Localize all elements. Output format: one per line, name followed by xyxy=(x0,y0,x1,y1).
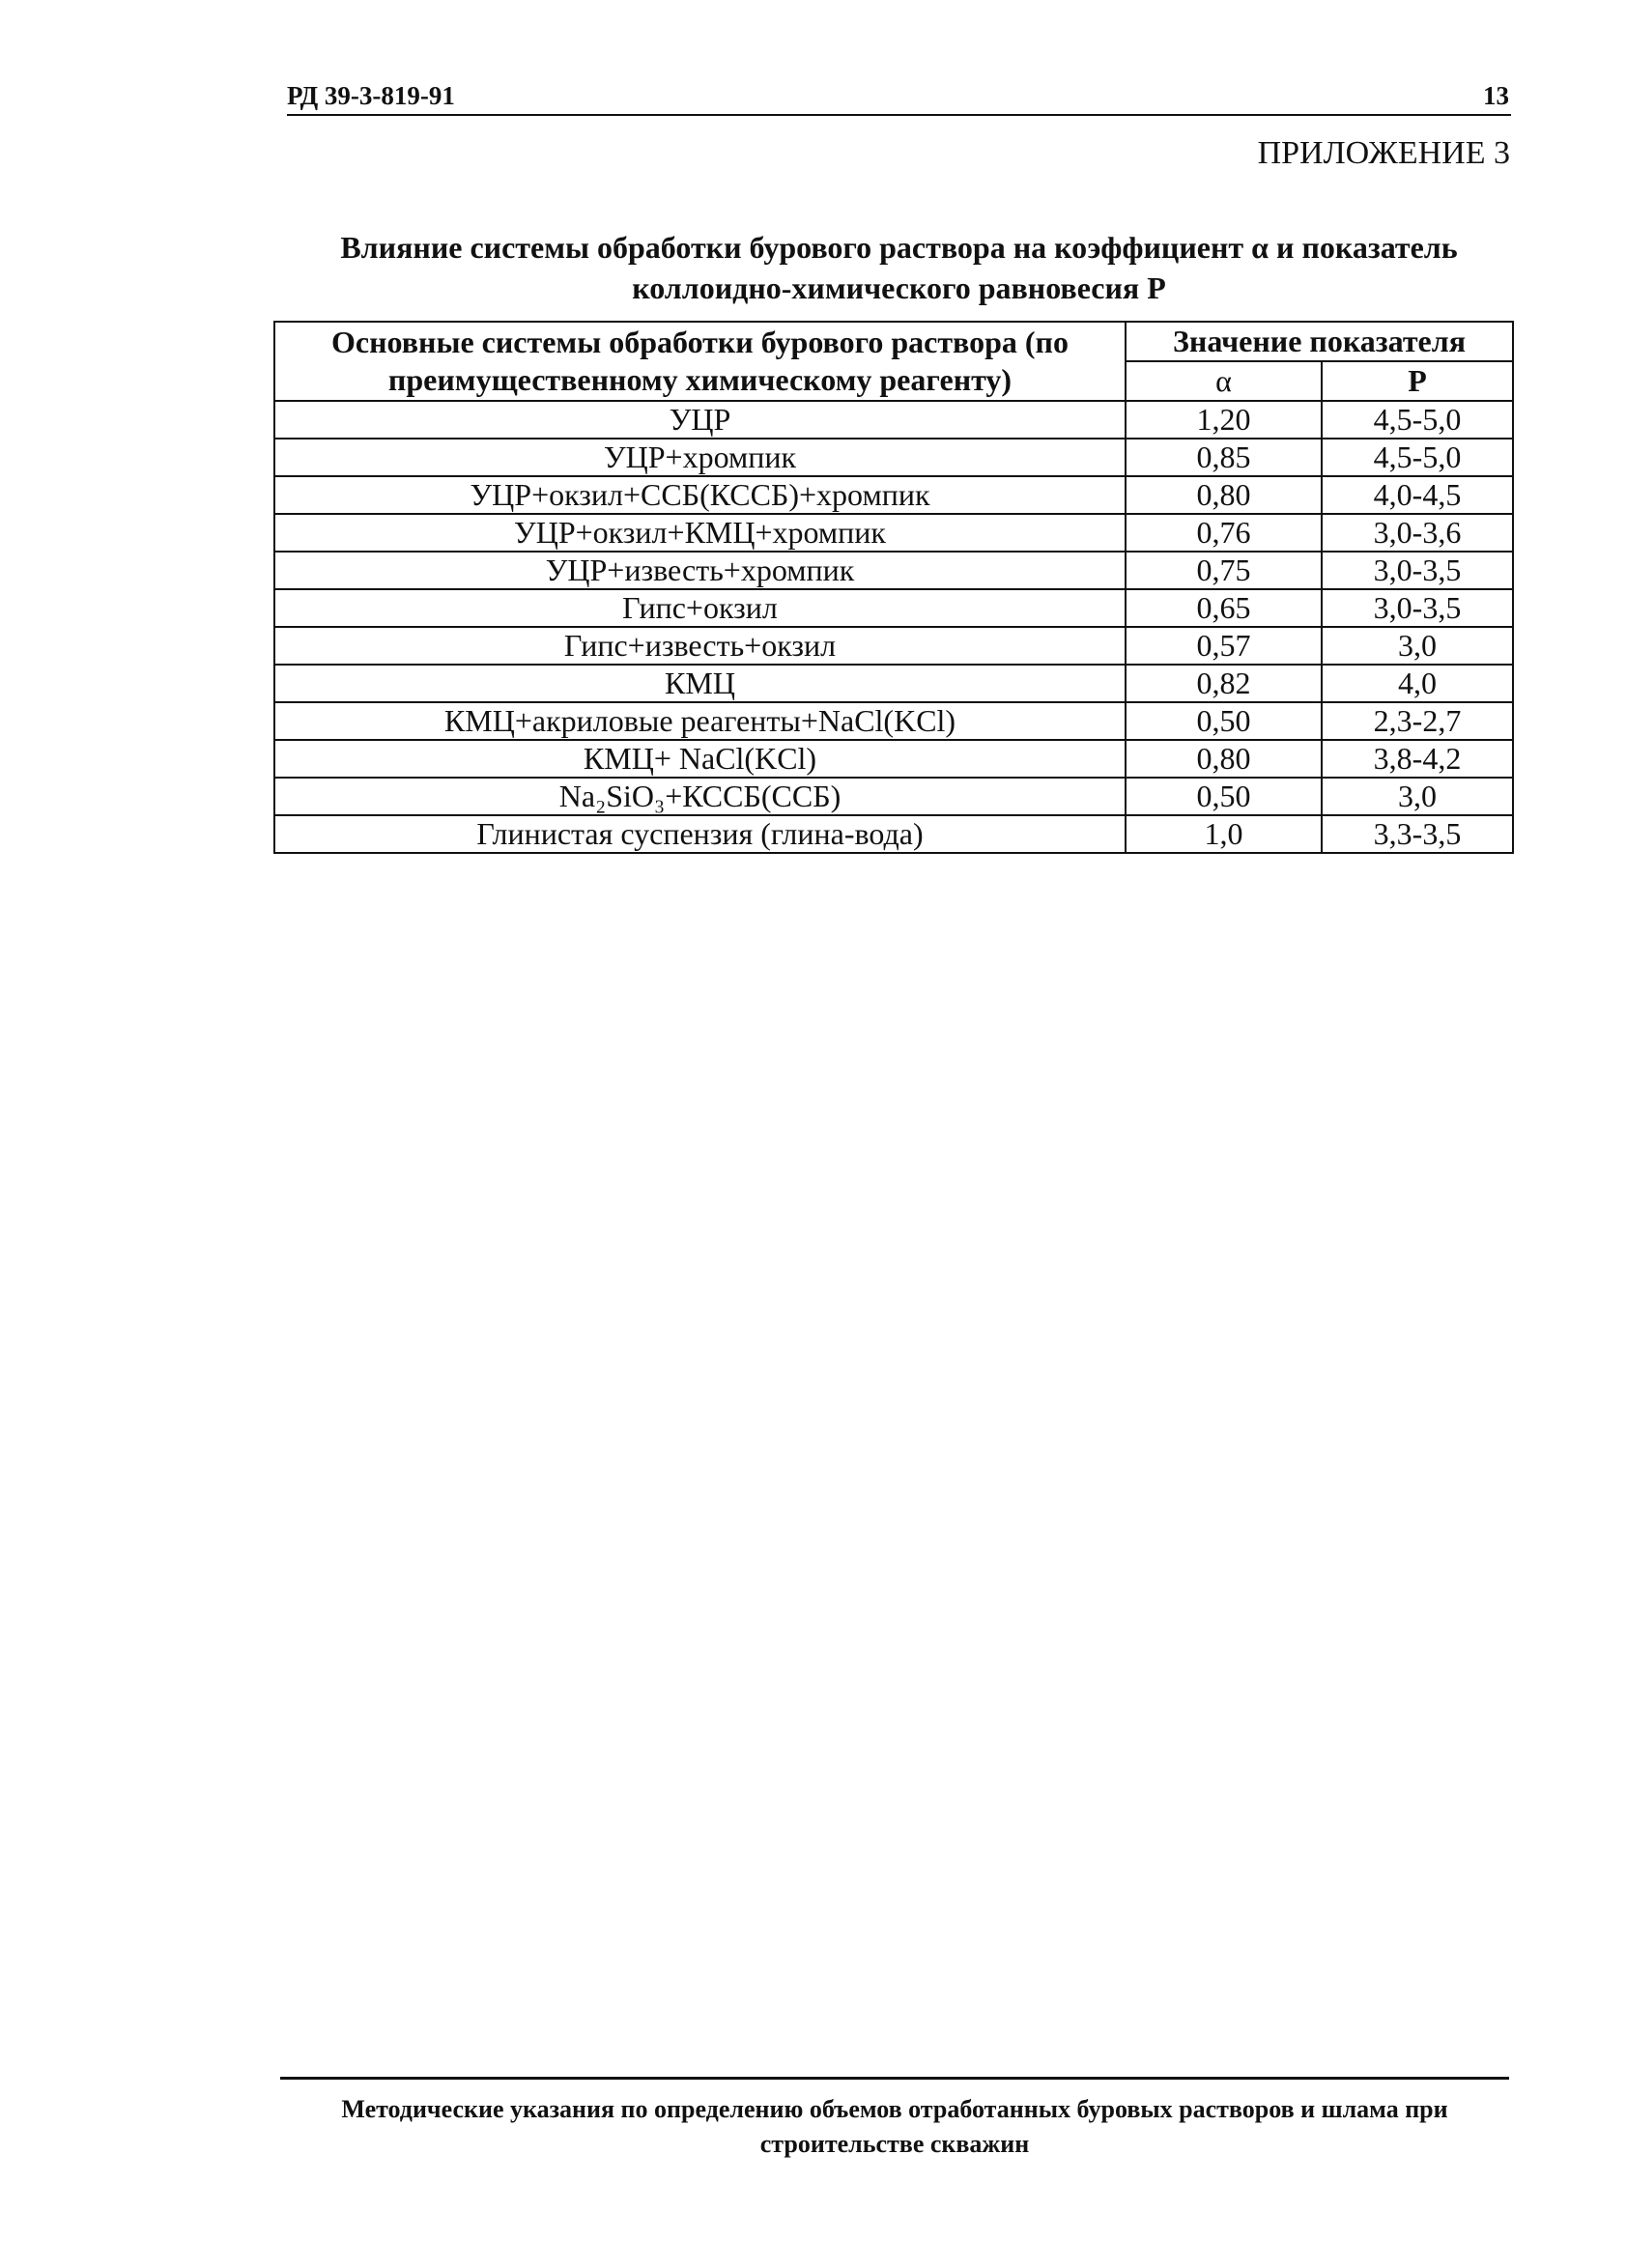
table-row xyxy=(274,815,1513,853)
cell-alpha: 0,82 xyxy=(1126,665,1322,702)
data-table xyxy=(273,321,1514,854)
cell-alpha: 0,80 xyxy=(1126,740,1322,778)
cell-system: Na₂SiO₃+КССБ(ССБ) xyxy=(274,778,1126,815)
footer-rule xyxy=(280,2077,1509,2080)
cell-system: УЦР+окзил+ССБ(КССБ)+хромпик xyxy=(274,476,1126,514)
cell-p: 3,0-3,5 xyxy=(1322,552,1513,589)
table-row xyxy=(274,514,1513,552)
table-row xyxy=(274,627,1513,665)
page-number: 13 xyxy=(1483,81,1509,110)
cell-system: УЦР+окзил+КМЦ+хромпик xyxy=(274,514,1126,552)
table-row xyxy=(274,439,1513,476)
table-row xyxy=(274,476,1513,514)
cell-system: Гипс+окзил xyxy=(274,589,1126,627)
table-title xyxy=(287,227,1511,308)
cell-p: 3,3-3,5 xyxy=(1322,815,1513,853)
cell-p: 3,0-3,5 xyxy=(1322,589,1513,627)
cell-system: УЦР+хромпик xyxy=(274,439,1126,476)
cell-alpha: 1,20 xyxy=(1126,401,1322,439)
column-header-alpha: α xyxy=(1126,361,1322,401)
cell-p: 4,5-5,0 xyxy=(1322,439,1513,476)
cell-p: 3,0 xyxy=(1322,627,1513,665)
column-header-value: Значение показателя xyxy=(1126,322,1513,361)
appendix-label: ПРИЛОЖЕНИЕ 3 xyxy=(1257,135,1510,171)
table-row xyxy=(274,589,1513,627)
cell-alpha: 0,80 xyxy=(1126,476,1322,514)
header-rule xyxy=(287,114,1511,116)
table-row xyxy=(274,552,1513,589)
cell-alpha: 0,85 xyxy=(1126,439,1322,476)
cell-p: 4,5-5,0 xyxy=(1322,401,1513,439)
cell-p: 2,3-2,7 xyxy=(1322,702,1513,740)
cell-system: КМЦ+ NaCl(KCl) xyxy=(274,740,1126,778)
table-row xyxy=(274,665,1513,702)
cell-alpha: 1,0 xyxy=(1126,815,1322,853)
cell-system: Глинистая суспензия (глина-вода) xyxy=(274,815,1126,853)
footer-line-1: Методические указания по определению объемов отработанных буровых растворов и шлама при xyxy=(341,2095,1448,2123)
footer-line-2: строительстве скважин xyxy=(759,2130,1030,2158)
cell-alpha: 0,75 xyxy=(1126,552,1322,589)
cell-system: КМЦ+акриловые реагенты+NaCl(KCl) xyxy=(274,702,1126,740)
table-row xyxy=(274,778,1513,815)
cell-system: Гипс+известь+окзил xyxy=(274,627,1126,665)
doc-code: РД 39-3-819-91 xyxy=(287,81,455,110)
cell-alpha: 0,50 xyxy=(1126,778,1322,815)
cell-alpha: 0,57 xyxy=(1126,627,1322,665)
cell-alpha: 0,65 xyxy=(1126,589,1322,627)
table-row xyxy=(274,740,1513,778)
cell-p: 3,0 xyxy=(1322,778,1513,815)
column-header-p: Р xyxy=(1322,361,1513,401)
cell-system: УЦР xyxy=(274,401,1126,439)
table-header-row xyxy=(274,322,1513,361)
footer-text xyxy=(280,2092,1509,2162)
cell-p: 4,0 xyxy=(1322,665,1513,702)
cell-p: 3,8-4,2 xyxy=(1322,740,1513,778)
cell-alpha: 0,50 xyxy=(1126,702,1322,740)
cell-system: КМЦ xyxy=(274,665,1126,702)
table-row xyxy=(274,401,1513,439)
cell-system: УЦР+известь+хромпик xyxy=(274,552,1126,589)
column-header-system: Основные системы обработки бурового раствора (по преимущественному химическому реагенту) xyxy=(274,322,1126,401)
cell-p: 3,0-3,6 xyxy=(1322,514,1513,552)
table-title-line-2: коллоидно-химического равновесия Р xyxy=(632,270,1166,305)
cell-alpha: 0,76 xyxy=(1126,514,1322,552)
cell-p: 4,0-4,5 xyxy=(1322,476,1513,514)
table-title-line-1: Влияние системы обработки бурового раствора на коэффициент α и показатель xyxy=(340,230,1458,265)
table-row xyxy=(274,702,1513,740)
